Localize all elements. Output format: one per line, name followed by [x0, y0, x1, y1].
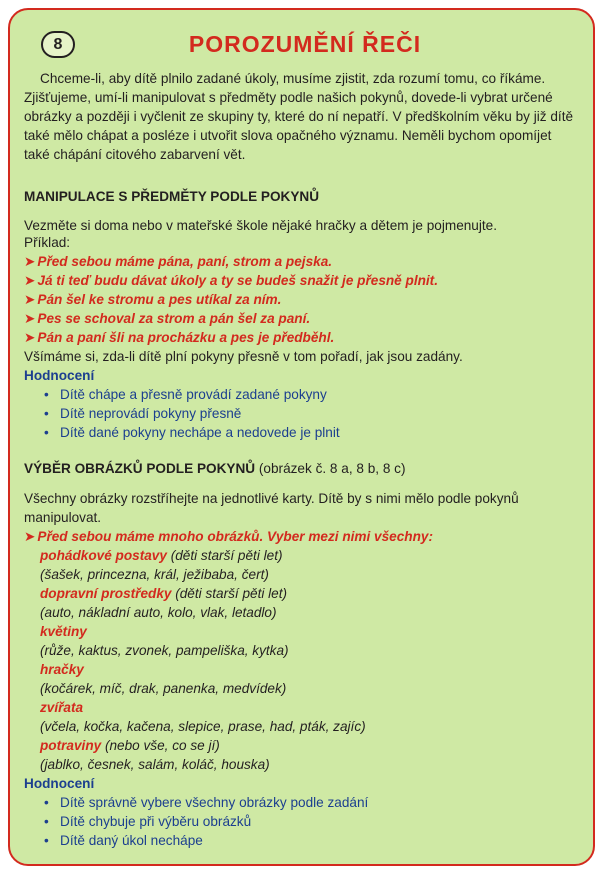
intro-line: také mělo chápat a posléze i utvořit slova opačného významu. Neměli bychom opomíjet: [24, 128, 552, 143]
category-name: dopravní prostředky: [40, 586, 172, 601]
category-items: (růže, kaktus, zvonek, pampeliška, kytka): [40, 643, 289, 658]
bullet-dot-icon: •: [44, 795, 49, 810]
eval-item: [24, 404, 241, 423]
page-title: POROZUMĚNÍ ŘEČI: [188, 31, 422, 57]
section1-example-label: Příklad:: [24, 235, 71, 250]
section1-eval-heading: Hodnocení: [24, 368, 95, 383]
instruction-text: Před sebou máme mnoho obrázků. Vyber mezi nimi všechny:: [37, 529, 433, 544]
example-text: Já ti teď budu dávat úkoly a ty se budeš snažit je přesně plnit.: [37, 273, 438, 288]
category-row: [40, 584, 287, 603]
bullet-dot-icon: •: [44, 406, 49, 421]
intro-line: Chceme-li, aby dítě plnilo zadané úkoly, musíme zjistit, zda rozumí tomu, co říkáme.: [40, 71, 546, 86]
category-items: (šašek, princezna, král, ježibaba, čert): [40, 567, 269, 582]
category-row: [40, 660, 84, 679]
example-item: [24, 309, 310, 328]
bullet-dot-icon: •: [44, 814, 49, 829]
page-number-badge: 8: [41, 31, 75, 58]
section1-note: Všímáme si, zda-li dítě plní pokyny přesně v tom pořadí, jak jsou zadány.: [24, 349, 463, 364]
eval-item: [24, 385, 327, 404]
eval-text: Dítě neprovádí pokyny přesně: [60, 406, 242, 421]
intro-paragraph: [24, 69, 573, 164]
category-row: [40, 546, 283, 565]
bullet-dot-icon: •: [44, 833, 49, 848]
category-name: pohádkové postavy: [40, 548, 167, 563]
arrow-right-icon: ➤: [24, 273, 36, 288]
bullet-dot-icon: •: [44, 425, 49, 440]
example-text: Pes se schoval za strom a pán šel za paní.: [37, 311, 311, 326]
arrow-right-icon: ➤: [24, 254, 36, 269]
eval-text: Dítě chápe a přesně provádí zadané pokyny: [60, 387, 327, 402]
category-items: (jablko, česnek, salám, koláč, houska): [40, 757, 270, 772]
category-name: zvířata: [40, 700, 84, 715]
section2-text: Všechny obrázky rozstříhejte na jednotlivé karty. Dítě by s nimi mělo podle pokynů: [24, 491, 519, 506]
intro-line: také chápání citového zabarvení vět.: [24, 147, 246, 162]
eval-text: Dítě chybuje při výběru obrázků: [60, 814, 252, 829]
eval-item: [24, 812, 251, 831]
category-note: (nebo vše, co se jí): [104, 738, 220, 753]
section2-heading-text: VÝBĚR OBRÁZKŮ PODLE POKYNŮ: [24, 461, 256, 476]
eval-item: [24, 423, 340, 442]
category-row: [40, 736, 220, 755]
example-item: [24, 271, 438, 290]
category-items: (auto, nákladní auto, kolo, vlak, letadlo): [40, 605, 277, 620]
eval-item: [24, 831, 203, 850]
eval-text: Dítě dané pokyny nechápe a nedovede je plnit: [60, 425, 340, 440]
section2-heading: [24, 459, 405, 478]
arrow-right-icon: ➤: [24, 529, 36, 544]
section2-text: manipulovat.: [24, 510, 102, 525]
arrow-right-icon: ➤: [24, 311, 36, 326]
category-items: (včela, kočka, kačena, slepice, prase, had, pták, zajíc): [40, 719, 366, 734]
intro-line: obrázky a později i vyčlenit ze skupiny ty, které do ní nepatří. V předškolním věku by již dítě: [24, 109, 574, 124]
section1-heading: MANIPULACE S PŘEDMĚTY PODLE POKYNŮ: [24, 189, 320, 204]
category-note: (děti starší pěti let): [170, 548, 283, 563]
eval-text: Dítě správně vybere všechny obrázky podle zadání: [60, 795, 369, 810]
arrow-right-icon: ➤: [24, 330, 36, 345]
category-name: potraviny: [40, 738, 102, 753]
eval-text: Dítě daný úkol nechápe: [60, 833, 203, 848]
category-name: květiny: [40, 624, 87, 639]
eval-item: [24, 793, 368, 812]
example-text: Před sebou máme pána, paní, strom a pejska.: [37, 254, 333, 269]
category-row: [40, 622, 87, 641]
section1-text: Vezměte si doma nebo v mateřské škole nějaké hračky a dětem je pojmenujte.: [24, 218, 498, 233]
example-text: Pán a paní šli na procházku a pes je předběhl.: [37, 330, 335, 345]
example-text: Pán šel ke stromu a pes utíkal za ním.: [37, 292, 282, 307]
category-row: [40, 698, 83, 717]
example-item: [24, 328, 334, 347]
section2-instruction: [24, 527, 433, 546]
arrow-right-icon: ➤: [24, 292, 36, 307]
example-item: [24, 252, 332, 271]
bullet-dot-icon: •: [44, 387, 49, 402]
section2-eval-heading: Hodnocení: [24, 776, 95, 791]
intro-line: Zjišťujeme, umí-li manipulovat s předměty podle našich pokynů, dovede-li vybrat určené: [24, 90, 553, 105]
category-name: hračky: [40, 662, 84, 677]
category-items: (kočárek, míč, drak, panenka, medvídek): [40, 681, 287, 696]
example-item: [24, 290, 281, 309]
category-note: (děti starší pěti let): [175, 586, 288, 601]
section2-heading-note: (obrázek č. 8 a, 8 b, 8 c): [258, 461, 406, 476]
